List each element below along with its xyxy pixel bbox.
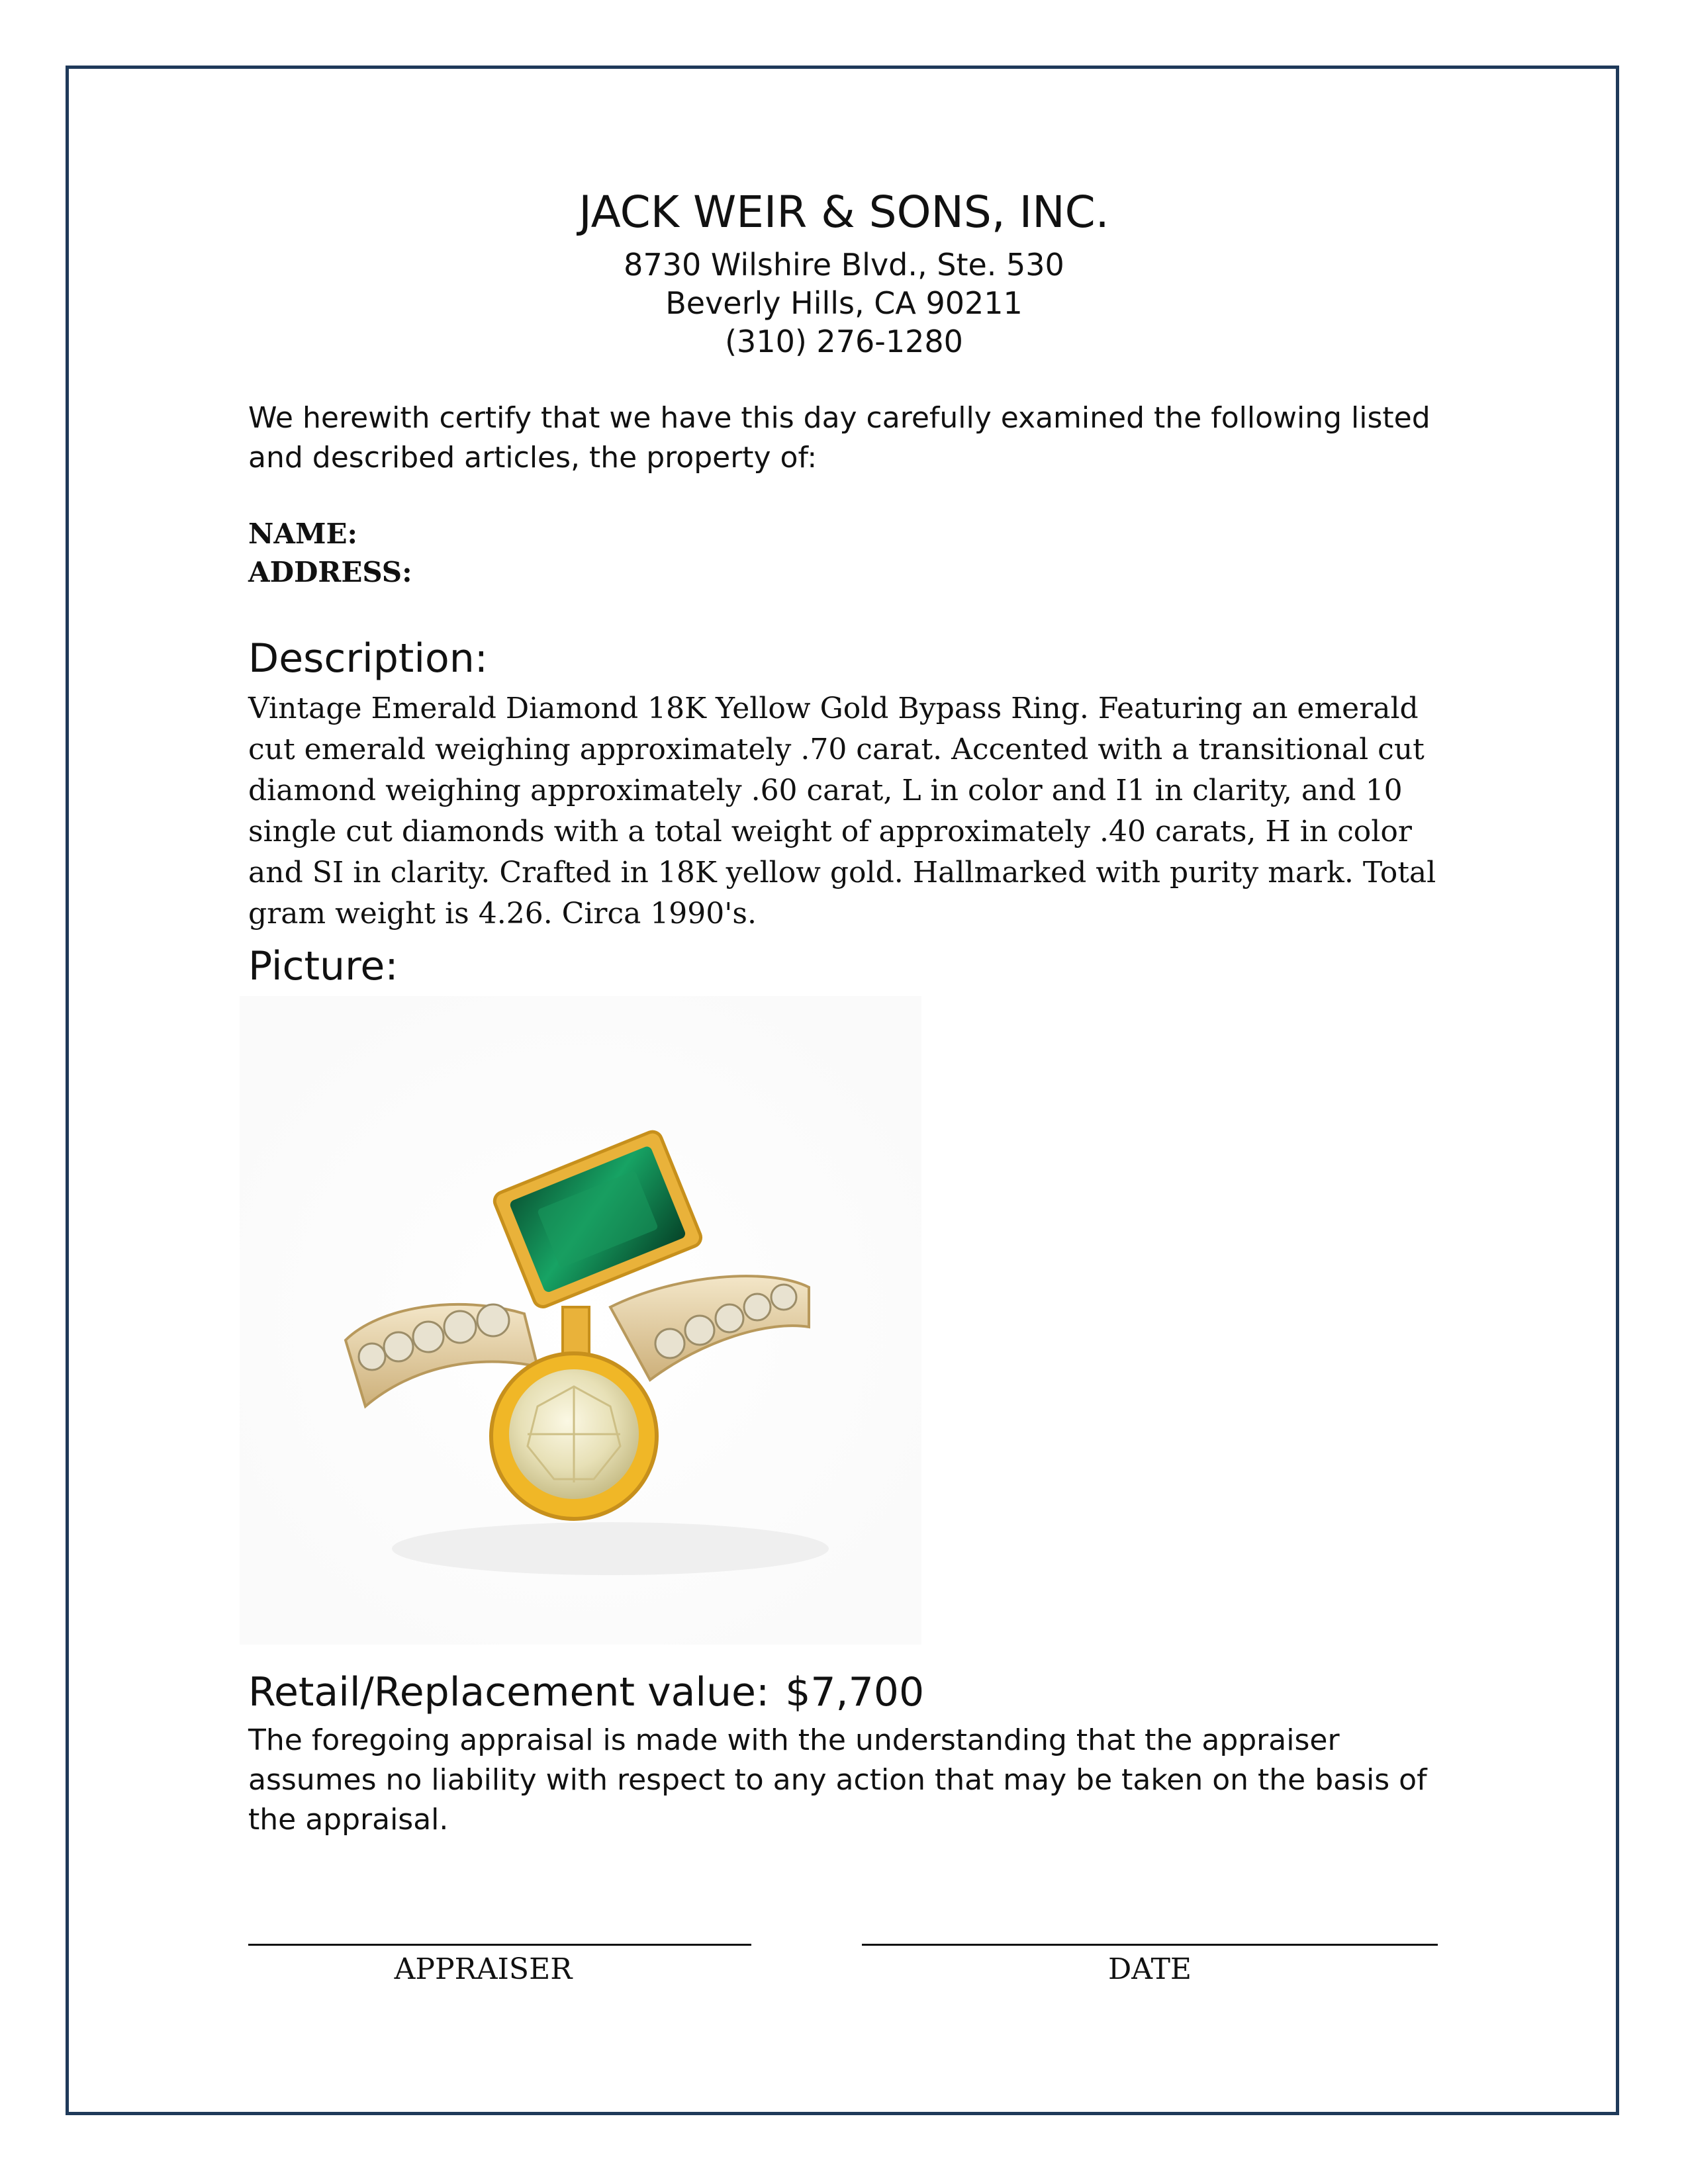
disclaimer-text: The foregoing appraisal is made with the understanding that the appraiser assumes no liability with respect to any action that may be taken on the basis of the appraisal. xyxy=(248,1723,1427,1837)
ring-illustration xyxy=(240,996,921,1645)
ring-shadow xyxy=(392,1522,829,1575)
company-address-line1: 8730 Wilshire Blvd., Ste. 530 xyxy=(624,247,1064,283)
description-text: Vintage Emerald Diamond 18K Yellow Gold Bypass Ring. Featuring an emerald cut emerald weighing approximately .70 carat. Accented with a transitional cut diamond weighing approximately .60 carat, L in color and I1 in clarity, and 10 single cut diamonds with a total weight of approximately .40 carats, H in color and SI in clarity. Crafted in 18K yellow gold. Hallmarked with purity mark. Total gram weight is 4.26. Circa 1990's. xyxy=(248,692,1436,931)
date-signature-line xyxy=(862,1944,1438,1946)
company-name: JACK WEIR & SONS, INC. xyxy=(579,187,1109,238)
valuation-row xyxy=(248,1669,1453,1715)
company-address-line2: Beverly Hills, CA 90211 xyxy=(665,285,1023,321)
ring-photo xyxy=(240,996,921,1645)
valuation-label: Retail/Replacement value: xyxy=(248,1669,770,1715)
valuation-amount: $7,700 xyxy=(785,1669,925,1715)
appraiser-label: APPRAISER xyxy=(394,1952,573,1986)
company-phone: (310) 276-1280 xyxy=(725,324,963,359)
picture-heading: Picture: xyxy=(248,943,399,989)
description-heading: Description: xyxy=(248,635,488,682)
appraiser-signature-line xyxy=(248,1944,751,1946)
certification-statement: We herewith certify that we have this day carefully examined the following listed and described articles, the property of: xyxy=(248,401,1430,475)
name-label: NAME: xyxy=(248,518,357,550)
date-label: DATE xyxy=(1107,1952,1192,1986)
address-label: ADDRESS: xyxy=(248,556,412,588)
